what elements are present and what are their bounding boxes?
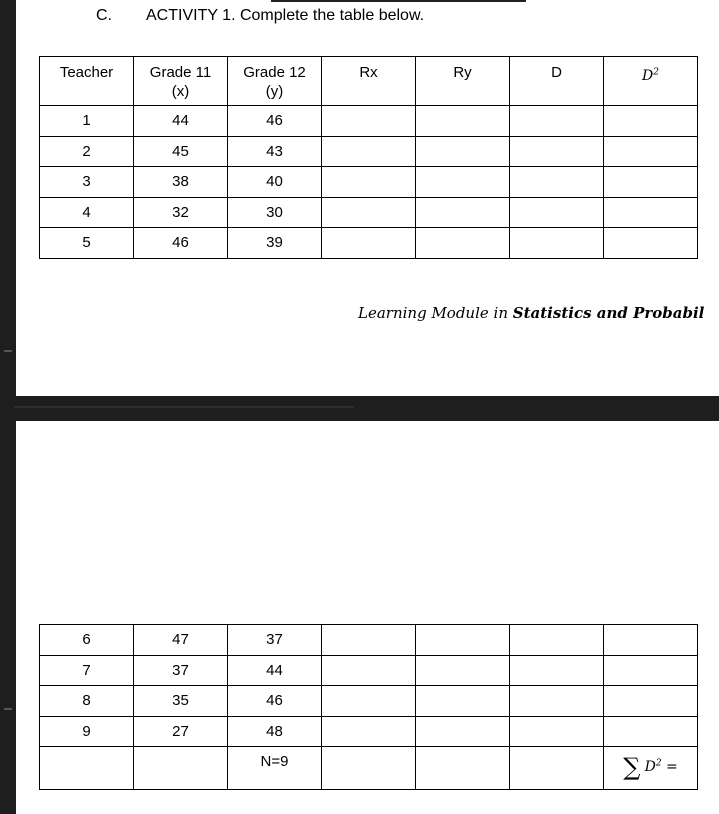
teacher-cell: 4 xyxy=(40,197,134,228)
rx-cell[interactable] xyxy=(322,716,416,747)
footer-subject: Statistics and Probabil xyxy=(512,304,705,322)
summary-empty-cell xyxy=(134,747,228,790)
d-cell[interactable] xyxy=(510,625,604,656)
header-teacher: Teacher xyxy=(40,57,134,106)
header-rx: Rx xyxy=(322,57,416,106)
rx-cell[interactable] xyxy=(322,625,416,656)
ry-cell[interactable] xyxy=(416,136,510,167)
grade12-cell: 37 xyxy=(228,625,322,656)
d-cell[interactable] xyxy=(510,136,604,167)
d-cell[interactable] xyxy=(510,228,604,259)
ry-cell[interactable] xyxy=(416,228,510,259)
d-squared-cell[interactable] xyxy=(604,655,698,686)
page-top xyxy=(16,0,719,396)
table-row xyxy=(40,106,698,137)
header-d: D xyxy=(510,57,604,106)
grade12-cell: 48 xyxy=(228,716,322,747)
header-grade12: Grade 12 (y) xyxy=(228,57,322,106)
page-header-ghost xyxy=(14,392,354,408)
ry-cell[interactable] xyxy=(416,106,510,137)
summary-row xyxy=(40,747,698,790)
section-letter: C. xyxy=(96,7,112,24)
ry-cell[interactable] xyxy=(416,716,510,747)
d-cell[interactable] xyxy=(510,716,604,747)
d-cell[interactable] xyxy=(510,197,604,228)
rx-cell[interactable] xyxy=(322,167,416,198)
teacher-cell: 3 xyxy=(40,167,134,198)
table-row xyxy=(40,716,698,747)
n-cell: N=9 xyxy=(228,747,322,790)
ry-cell[interactable] xyxy=(416,625,510,656)
table-row xyxy=(40,167,698,198)
ry-cell[interactable] xyxy=(416,197,510,228)
teacher-cell: 7 xyxy=(40,655,134,686)
d-squared-cell[interactable] xyxy=(604,167,698,198)
grade12-cell: 44 xyxy=(228,655,322,686)
activity-table-part2 xyxy=(39,624,698,790)
grade11-cell: 32 xyxy=(134,197,228,228)
d-cell[interactable] xyxy=(510,686,604,717)
footer-prefix: Learning Module in xyxy=(358,304,513,322)
teacher-cell: 8 xyxy=(40,686,134,717)
grade11-cell: 38 xyxy=(134,167,228,198)
summary-empty-cell[interactable] xyxy=(510,747,604,790)
table-row xyxy=(40,197,698,228)
d-squared-cell[interactable] xyxy=(604,106,698,137)
d-squared-cell[interactable] xyxy=(604,136,698,167)
grade12-cell: 46 xyxy=(228,106,322,137)
grade11-cell: 47 xyxy=(134,625,228,656)
table-row xyxy=(40,686,698,717)
teacher-cell: 6 xyxy=(40,625,134,656)
rx-cell[interactable] xyxy=(322,106,416,137)
top-rule xyxy=(271,0,526,2)
header-d-squared: $D^2$ xyxy=(604,57,698,106)
table-row xyxy=(40,655,698,686)
grade12-cell: 39 xyxy=(228,228,322,259)
grade11-cell: 37 xyxy=(134,655,228,686)
grade12-cell: 43 xyxy=(228,136,322,167)
sum-d-squared-cell[interactable] xyxy=(604,747,698,790)
grade11-cell: 35 xyxy=(134,686,228,717)
page-bottom xyxy=(16,421,719,814)
ry-cell[interactable] xyxy=(416,655,510,686)
grade11-cell: 45 xyxy=(134,136,228,167)
rx-cell[interactable] xyxy=(322,686,416,717)
summary-empty-cell[interactable] xyxy=(322,747,416,790)
rx-cell[interactable] xyxy=(322,228,416,259)
d-squared-cell[interactable] xyxy=(604,625,698,656)
table-row xyxy=(40,625,698,656)
grade12-cell: 30 xyxy=(228,197,322,228)
margin-mark xyxy=(4,350,12,352)
module-footer xyxy=(358,304,704,322)
d-cell[interactable] xyxy=(510,106,604,137)
rx-cell[interactable] xyxy=(322,136,416,167)
margin-mark xyxy=(4,708,12,710)
summary-empty-cell xyxy=(40,747,134,790)
sigma-symbol: ∑ xyxy=(623,753,641,781)
header-grade11: Grade 11 (x) xyxy=(134,57,228,106)
table-row xyxy=(40,136,698,167)
d-cell[interactable] xyxy=(510,655,604,686)
table-row xyxy=(40,228,698,259)
rx-cell[interactable] xyxy=(322,655,416,686)
d-squared-cell[interactable] xyxy=(604,228,698,259)
grade11-cell: 27 xyxy=(134,716,228,747)
rx-cell[interactable] xyxy=(322,197,416,228)
d-squared-cell[interactable] xyxy=(604,686,698,717)
sum-d-squared-label: $D^2$ = xyxy=(644,758,678,775)
ry-cell[interactable] xyxy=(416,686,510,717)
header-ry: Ry xyxy=(416,57,510,106)
d-squared-cell[interactable] xyxy=(604,716,698,747)
teacher-cell: 1 xyxy=(40,106,134,137)
d-cell[interactable] xyxy=(510,167,604,198)
d-squared-cell[interactable] xyxy=(604,197,698,228)
teacher-cell: 9 xyxy=(40,716,134,747)
section-heading: ACTIVITY 1. Complete the table below. xyxy=(146,7,425,24)
activity-table-part1 xyxy=(39,56,698,259)
table-header-row xyxy=(40,57,698,106)
teacher-cell: 5 xyxy=(40,228,134,259)
summary-empty-cell[interactable] xyxy=(416,747,510,790)
grade12-cell: 46 xyxy=(228,686,322,717)
grade11-cell: 44 xyxy=(134,106,228,137)
grade11-cell: 46 xyxy=(134,228,228,259)
teacher-cell: 2 xyxy=(40,136,134,167)
grade12-cell: 40 xyxy=(228,167,322,198)
ry-cell[interactable] xyxy=(416,167,510,198)
